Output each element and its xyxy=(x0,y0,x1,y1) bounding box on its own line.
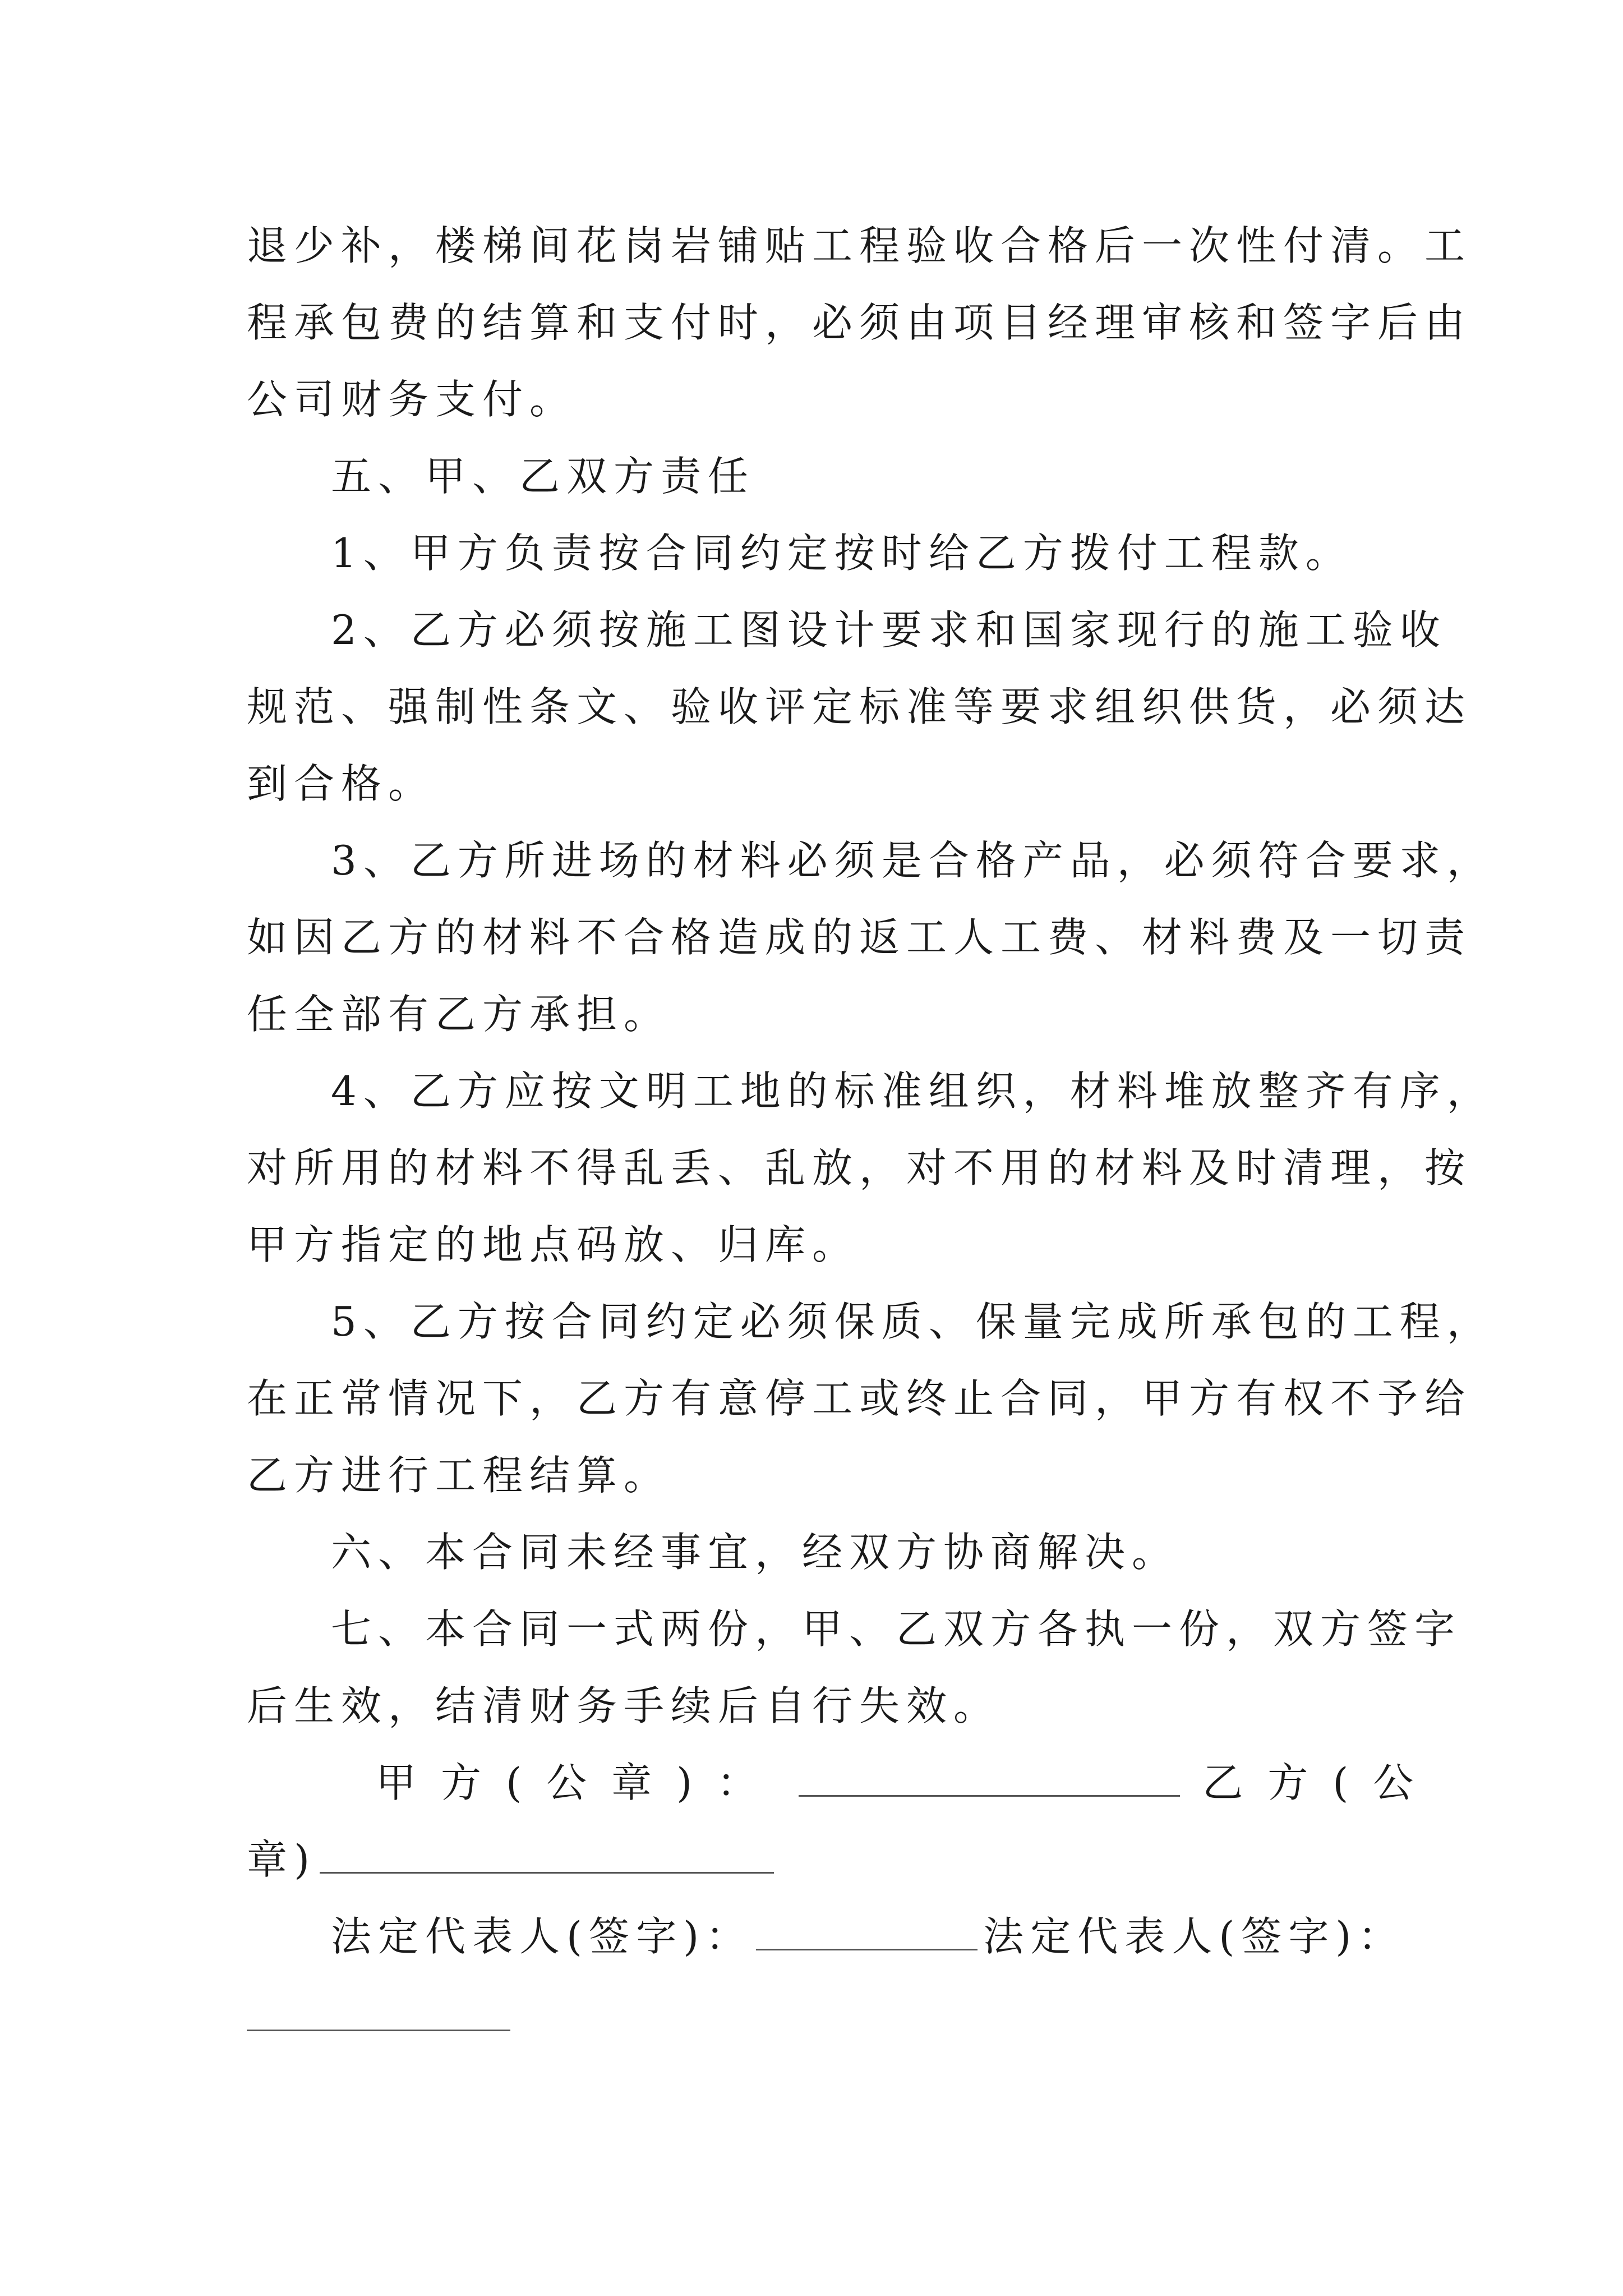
party-a-rep-blank xyxy=(756,1921,978,1950)
contract-body xyxy=(247,208,1494,1975)
clause-line: 3、乙方所进场的材料必须是合格产品，必须符合要求， xyxy=(331,837,1494,884)
clause-line: 任全部有乙方承担。 xyxy=(247,991,671,1038)
clause-line: 到合格。 xyxy=(247,760,436,807)
party-a-seal-blank xyxy=(799,1767,1180,1797)
party-a-seal-label: 甲方(公章)： xyxy=(376,1759,782,1806)
paragraph-line: 退少补，楼梯间花岗岩铺贴工程验收合格后一次性付清。工 xyxy=(247,222,1472,269)
party-a-rep-label: 法定代表人(签字)： xyxy=(331,1913,753,1960)
clause-line: 规范、强制性条文、验收评定标准等要求组织供货，必须达 xyxy=(247,683,1472,730)
section-heading: 六、本合同未经事宜，经双方协商解决。 xyxy=(331,1529,1179,1576)
party-b-rep-blank xyxy=(247,2030,510,2031)
section-heading: 五、甲、乙双方责任 xyxy=(331,453,755,500)
party-b-seal-blank xyxy=(320,1844,774,1874)
party-b-seal-label-cont: 章) xyxy=(247,1836,317,1883)
seal-line xyxy=(247,1745,1438,1821)
section-heading: 七、本合同一式两份，甲、乙双方各执一份，双方签字 xyxy=(331,1605,1462,1653)
party-b-seal-label: 乙方(公 xyxy=(1202,1759,1438,1806)
clause-line: 1、甲方负责按合同约定按时给乙方拨付工程款。 xyxy=(331,530,1353,577)
paragraph-line: 后生效，结清财务手续后自行失效。 xyxy=(247,1682,1001,1729)
clause-line: 4、乙方应按文明工地的标准组织，材料堆放整齐有序， xyxy=(331,1068,1494,1115)
clause-line: 在正常情况下，乙方有意停工或终止合同，甲方有权不予给 xyxy=(247,1375,1472,1422)
representative-line xyxy=(247,1898,1405,1975)
paragraph-line: 程承包费的结算和支付时，必须由项目经理审核和签字后由 xyxy=(247,299,1472,346)
clause-line: 5、乙方按合同约定必须保质、保量完成所承包的工程， xyxy=(331,1298,1494,1345)
clause-line: 甲方指定的地点码放、归库。 xyxy=(247,1221,860,1268)
seal-line-cont xyxy=(247,1821,1382,1898)
clause-line: 对所用的材料不得乱丢、乱放，对不用的材料及时清理，按 xyxy=(247,1144,1472,1191)
party-b-rep-label: 法定代表人(签字)： xyxy=(983,1913,1405,1960)
clause-line: 如因乙方的材料不合格造成的返工人工费、材料费及一切责 xyxy=(247,914,1472,961)
paragraph-line: 公司财务支付。 xyxy=(247,376,577,423)
clause-line: 乙方进行工程结算。 xyxy=(247,1452,671,1499)
clause-line: 2、乙方必须按施工图设计要求和国家现行的施工验收 xyxy=(331,606,1447,654)
